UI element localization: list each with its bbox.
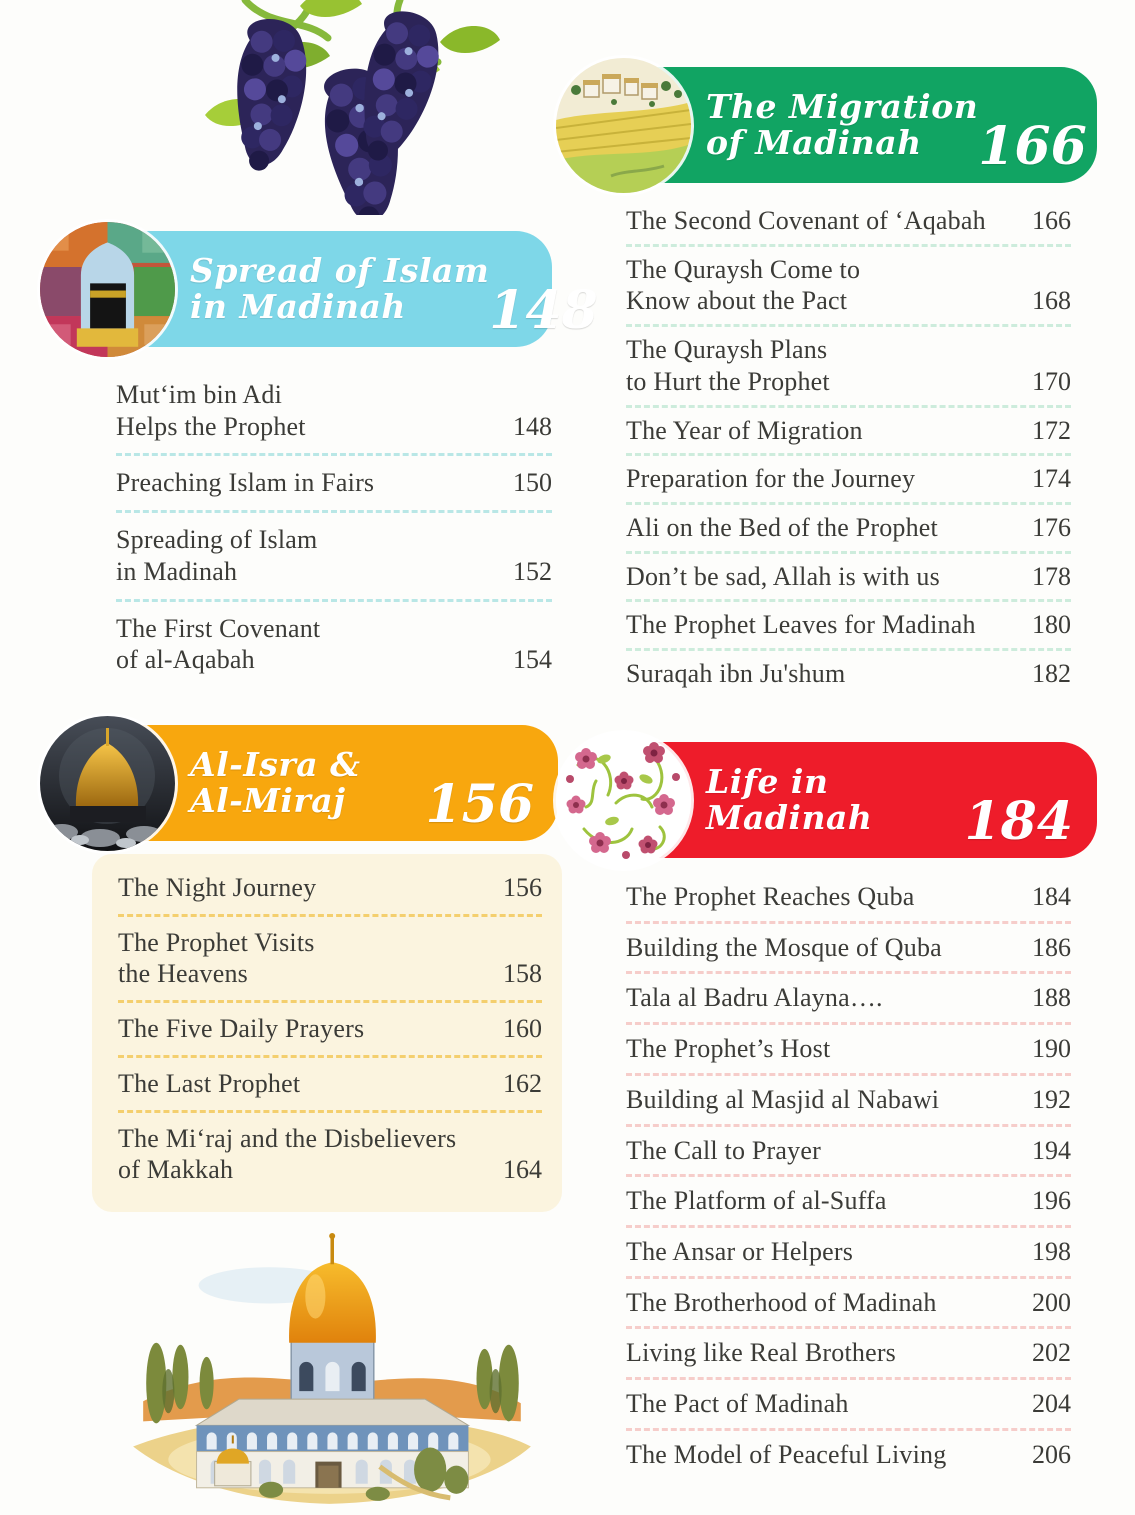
toc-entry-title: The Call to Prayer (626, 1135, 821, 1165)
toc-entry (626, 324, 1071, 404)
toc-entry-title: The Year of Migration (626, 415, 863, 445)
section-page-number: 156 (425, 774, 534, 835)
toc-entry-page-number: 166 (1032, 206, 1071, 235)
toc-entry-page-number: 158 (503, 959, 542, 989)
section-page-number: 148 (489, 280, 598, 341)
toc-entry-page-number: 202 (1032, 1338, 1071, 1368)
toc-entry-page-number: 198 (1032, 1237, 1071, 1267)
toc-entry-title: Building the Mosque of Quba (626, 932, 942, 962)
toc-entry-title: Don’t be sad, Allah is with us (626, 561, 940, 591)
section-page-number: 184 (964, 791, 1073, 852)
toc-entry (626, 599, 1071, 648)
toc-entry-page-number: 170 (1032, 366, 1071, 396)
toc-entry-title: Suraqah ibn Ju'shum (626, 659, 846, 689)
toc-entry-title: The Pact of Madinah (626, 1389, 849, 1419)
toc-entry-title: The Brotherhood of Madinah (626, 1287, 937, 1317)
toc-entry (626, 1377, 1071, 1428)
mosque-art (118, 1230, 546, 1515)
toc-entry-page-number: 190 (1032, 1034, 1071, 1064)
toc-entry (626, 1174, 1071, 1225)
toc-entry-page-number: 160 (503, 1014, 542, 1044)
toc-entry-page-number: 148 (513, 411, 552, 441)
toc-entry (626, 551, 1071, 600)
toc-list (626, 198, 1071, 697)
toc-entry (116, 368, 552, 453)
toc-entry (118, 1110, 542, 1196)
toc-entry-title: The Second Covenant of ‘Aqabah (626, 206, 986, 235)
toc-entry-page-number: 176 (1032, 513, 1071, 543)
toc-entry (626, 1073, 1071, 1124)
section-header (40, 222, 598, 358)
toc-entry-title: Mut‘im bin Adi Helps the Prophet (116, 380, 306, 441)
section-title: Al-Isra & Al-Miraj (190, 744, 361, 820)
section-spread-of-islam (40, 222, 598, 687)
toc-entry (626, 873, 1071, 921)
toc-entry-page-number: 164 (503, 1155, 542, 1185)
toc-entry (116, 453, 552, 510)
section-header (556, 58, 1097, 194)
section-header (556, 733, 1097, 869)
section-title: Life in Madinah (706, 761, 873, 837)
village-circle-image (556, 58, 691, 193)
toc-entry (626, 405, 1071, 454)
toc-entry (118, 1000, 542, 1055)
toc-entry-title: Preparation for the Journey (626, 464, 916, 494)
toc-entry-title: Tala al Badru Alayna…. (626, 983, 883, 1013)
kaaba-circle-image (40, 222, 175, 357)
toc-list (92, 854, 562, 1212)
toc-list (626, 873, 1071, 1479)
section-al-isra-al-miraj (40, 716, 558, 1212)
toc-entry (626, 1428, 1071, 1479)
toc-entry (626, 971, 1071, 1022)
toc-entry-title: The Quraysh Plans to Hurt the Prophet (626, 335, 830, 396)
grape-vine-illustration (150, 0, 500, 215)
section-page-number: 166 (978, 116, 1087, 177)
toc-entry-title: The Night Journey (118, 873, 317, 902)
toc-entry-title: The Last Prophet (118, 1068, 301, 1098)
toc-entry (626, 1124, 1071, 1175)
toc-entry (626, 502, 1071, 551)
toc-entry-page-number: 168 (1032, 286, 1071, 316)
section-title: The Migration of Madinah (706, 86, 979, 162)
toc-entry-page-number: 180 (1032, 610, 1071, 640)
dome-of-rock-circle-image (40, 716, 175, 851)
toc-entry-page-number: 200 (1032, 1287, 1071, 1317)
toc-entry-title: The Five Daily Prayers (118, 1014, 365, 1044)
toc-entry-page-number: 174 (1032, 464, 1071, 494)
toc-entry-title: The Platform of al-Suffa (626, 1186, 887, 1216)
toc-entry-page-number: 194 (1032, 1135, 1071, 1165)
toc-entry (116, 510, 552, 598)
toc-entry-page-number: 204 (1032, 1389, 1071, 1419)
toc-entry-page-number: 154 (513, 645, 552, 675)
toc-entry-title: The Prophet’s Host (626, 1034, 831, 1064)
section-title: Spread of Islam in Madinah (190, 250, 490, 326)
toc-entry (626, 648, 1071, 697)
toc-entry-title: The Prophet Reaches Quba (626, 882, 915, 911)
toc-entry (626, 244, 1071, 324)
toc-entry (116, 599, 552, 687)
section-migration-of-madinah (556, 58, 1097, 697)
toc-entry-title: The Quraysh Come to Know about the Pact (626, 254, 861, 316)
toc-entry-title: The Mi‘raj and the Disbelievers of Makkah (118, 1123, 457, 1185)
section-life-in-madinah (556, 733, 1097, 1479)
toc-entry (626, 453, 1071, 502)
toc-entry-page-number: 152 (513, 556, 552, 586)
toc-entry-title: Spreading of Islam in Madinah (116, 525, 318, 586)
toc-entry-page-number: 184 (1032, 882, 1071, 911)
toc-entry-page-number: 162 (503, 1068, 542, 1098)
toc-entry-title: Preaching Islam in Fairs (116, 468, 375, 498)
toc-entry-page-number: 178 (1032, 561, 1071, 591)
toc-entry-title: Living like Real Brothers (626, 1338, 897, 1368)
toc-entry (626, 1022, 1071, 1073)
toc-entry-page-number: 196 (1032, 1186, 1071, 1216)
toc-entry-page-number: 150 (513, 468, 552, 498)
toc-entry (118, 914, 542, 1000)
toc-entry-page-number: 206 (1032, 1439, 1071, 1469)
toc-entry-title: The Prophet Visits the Heavens (118, 927, 315, 989)
toc-entry (626, 198, 1071, 244)
toc-entry-title: The First Covenant of al-Aqabah (116, 613, 321, 675)
toc-entry-title: The Model of Peaceful Living (626, 1439, 947, 1469)
toc-entry-title: The Prophet Leaves for Madinah (626, 610, 976, 640)
toc-entry-title: Building al Masjid al Nabawi (626, 1084, 940, 1114)
toc-entry-title: Ali on the Bed of the Prophet (626, 513, 938, 543)
toc-entry (626, 921, 1071, 972)
toc-entry-page-number: 186 (1032, 932, 1071, 962)
toc-entry (118, 862, 542, 914)
toc-entry (626, 1225, 1071, 1276)
toc-entry-page-number: 192 (1032, 1084, 1071, 1114)
toc-entry-title: The Ansar or Helpers (626, 1237, 854, 1267)
grape-vine-art (150, 0, 500, 215)
toc-entry (626, 1276, 1071, 1327)
toc-list (116, 368, 552, 687)
floral-circle-image (556, 733, 691, 868)
dome-of-the-rock-mosque-illustration (118, 1230, 546, 1513)
toc-entry (626, 1326, 1071, 1377)
toc-entry-page-number: 188 (1032, 983, 1071, 1013)
toc-entry-page-number: 172 (1032, 415, 1071, 445)
section-header (40, 716, 558, 852)
toc-entry (118, 1055, 542, 1110)
toc-entry-page-number: 156 (503, 873, 542, 902)
toc-entry-page-number: 182 (1032, 659, 1071, 689)
